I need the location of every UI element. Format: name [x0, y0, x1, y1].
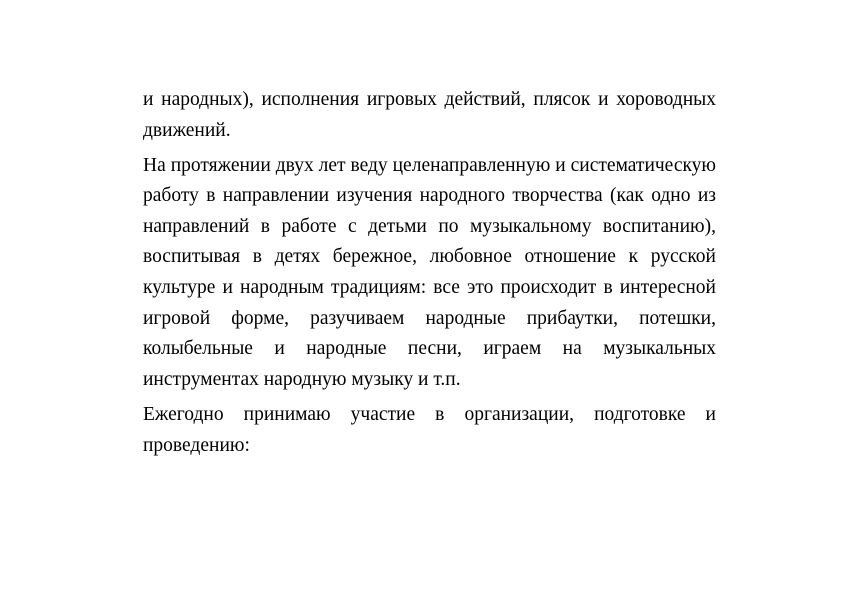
paragraph-work-description: На протяжении двух лет веду целенаправленную и систематическую работу в направлении изучения народного творчества (как одно из направлений в работе с детьми по музыкальному воспитанию), воспитывая в детях бережное, любовное отношение к русской культуре и народным традициям: все это происходит в интересной игровой форме, разучиваем народные прибаутки, потешки, колыбельные и народные песни, играем на музыкальных инструментах народную музыку и т.п.	[143, 154, 716, 390]
text-body	[143, 85, 716, 461]
paragraph-annual-participation: Ежегодно принимаю участие в организации, подготовке и проведению:	[143, 403, 716, 456]
paragraph-continuation: и народных), исполнения игровых действий, плясок и хороводных движений.	[143, 89, 716, 141]
